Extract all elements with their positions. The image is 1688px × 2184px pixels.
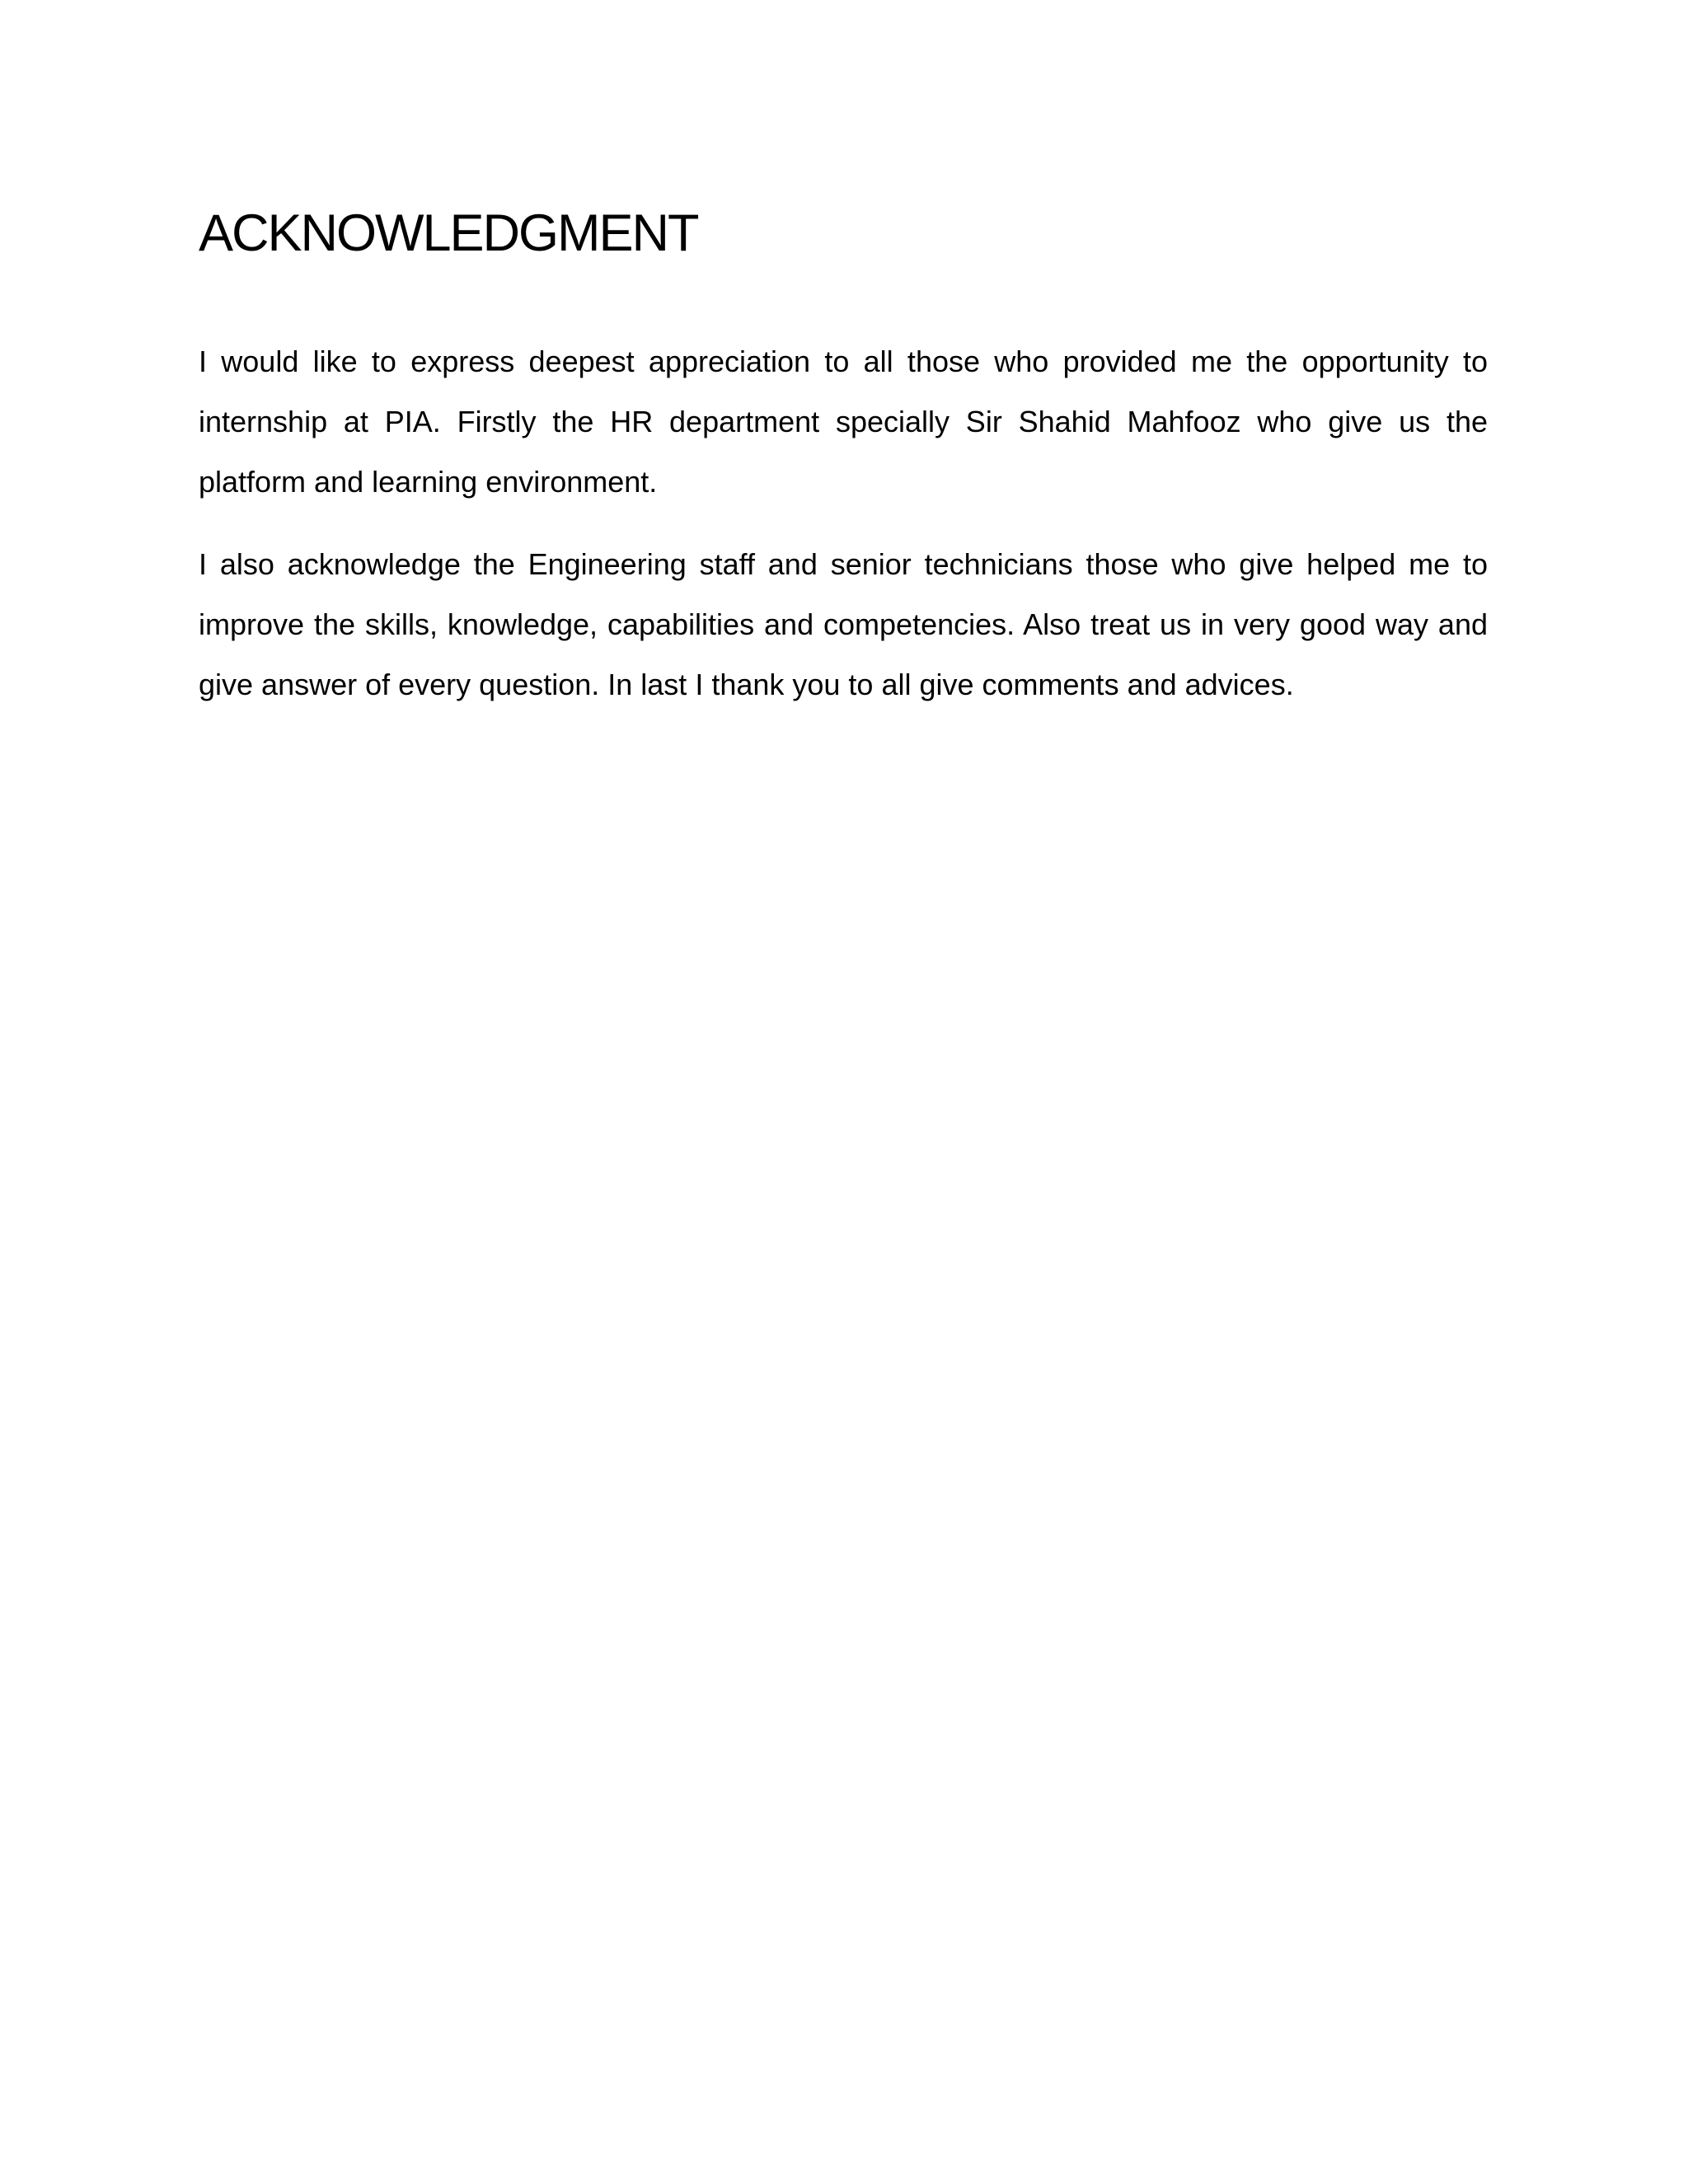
- page-title: ACKNOWLEDGMENT: [199, 204, 698, 262]
- acknowledgment-paragraph-1: I would like to express deepest appreciation to all those who provided me the opportunity to internship at PIA. Firstly the HR department specially Sir Shahid Mahfooz who give us the platform and learning environment.: [199, 344, 1488, 499]
- acknowledgment-section: [199, 201, 1488, 715]
- acknowledgment-paragraph-2: I also acknowledge the Engineering staff and senior technicians those who give helped me to improve the skills, knowledge, capabilities and competencies. Also treat us in very good way and give answer of every question. In last I thank you to all give comments and advices.: [199, 547, 1488, 701]
